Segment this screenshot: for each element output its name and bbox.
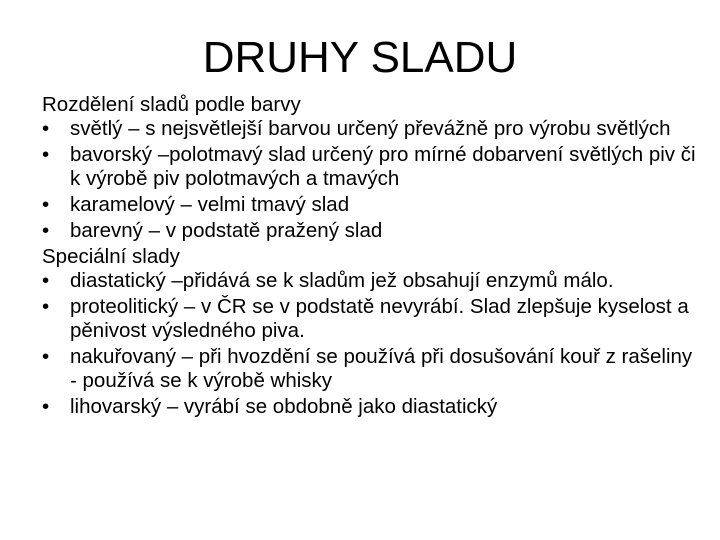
list-item [42,219,702,243]
section-heading: Speciální slady [42,245,180,268]
list-item-text: světlý – s nejsvětlejší barvou určený převážně pro výrobu světlých [70,117,671,140]
list-item [42,295,702,343]
section-color-malts [42,93,702,243]
bullet-icon: • [42,143,50,166]
bullet-list [42,269,702,419]
bullet-icon: • [42,219,50,242]
list-item-text: diastatický –přidává se k sladům jež obsahují enzymů málo. [70,269,614,292]
list-item-text: proteolitický – v ČR se v podstatě nevyrábí. Slad zlepšuje kyselost a pěnivost výsledného piva. [70,295,689,342]
bullet-icon: • [42,269,50,292]
bullet-icon: • [42,295,50,318]
bullet-icon: • [42,395,50,418]
list-item [42,193,702,217]
list-item-text: barevný – v podstatě pražený slad [70,219,383,242]
bullet-icon: • [42,345,50,368]
list-item-text: lihovarský – vyrábí se obdobně jako diastatický [70,395,498,418]
slide-title: DRUHY SLADU [202,33,518,82]
list-item [42,269,702,293]
section-special-malts [42,245,702,419]
bullet-icon: • [42,193,50,216]
section-heading: Rozdělení sladů podle barvy [42,93,301,116]
bullet-list [42,117,702,243]
list-item-text: karamelový – velmi tmavý slad [70,193,350,216]
list-item [42,345,702,393]
list-item [42,143,702,191]
slide-content [42,93,702,421]
list-item [42,117,702,141]
list-item-text: nakuřovaný – při hvozdění se používá při dosušování kouř z rašeliny - používá se k výrobě whisky [70,345,693,392]
bullet-icon: • [42,117,50,140]
list-item [42,395,702,419]
list-item-text: bavorský –polotmavý slad určený pro mírné dobarvení světlých piv či k výrobě piv polotmavých a tmavých [70,143,696,190]
